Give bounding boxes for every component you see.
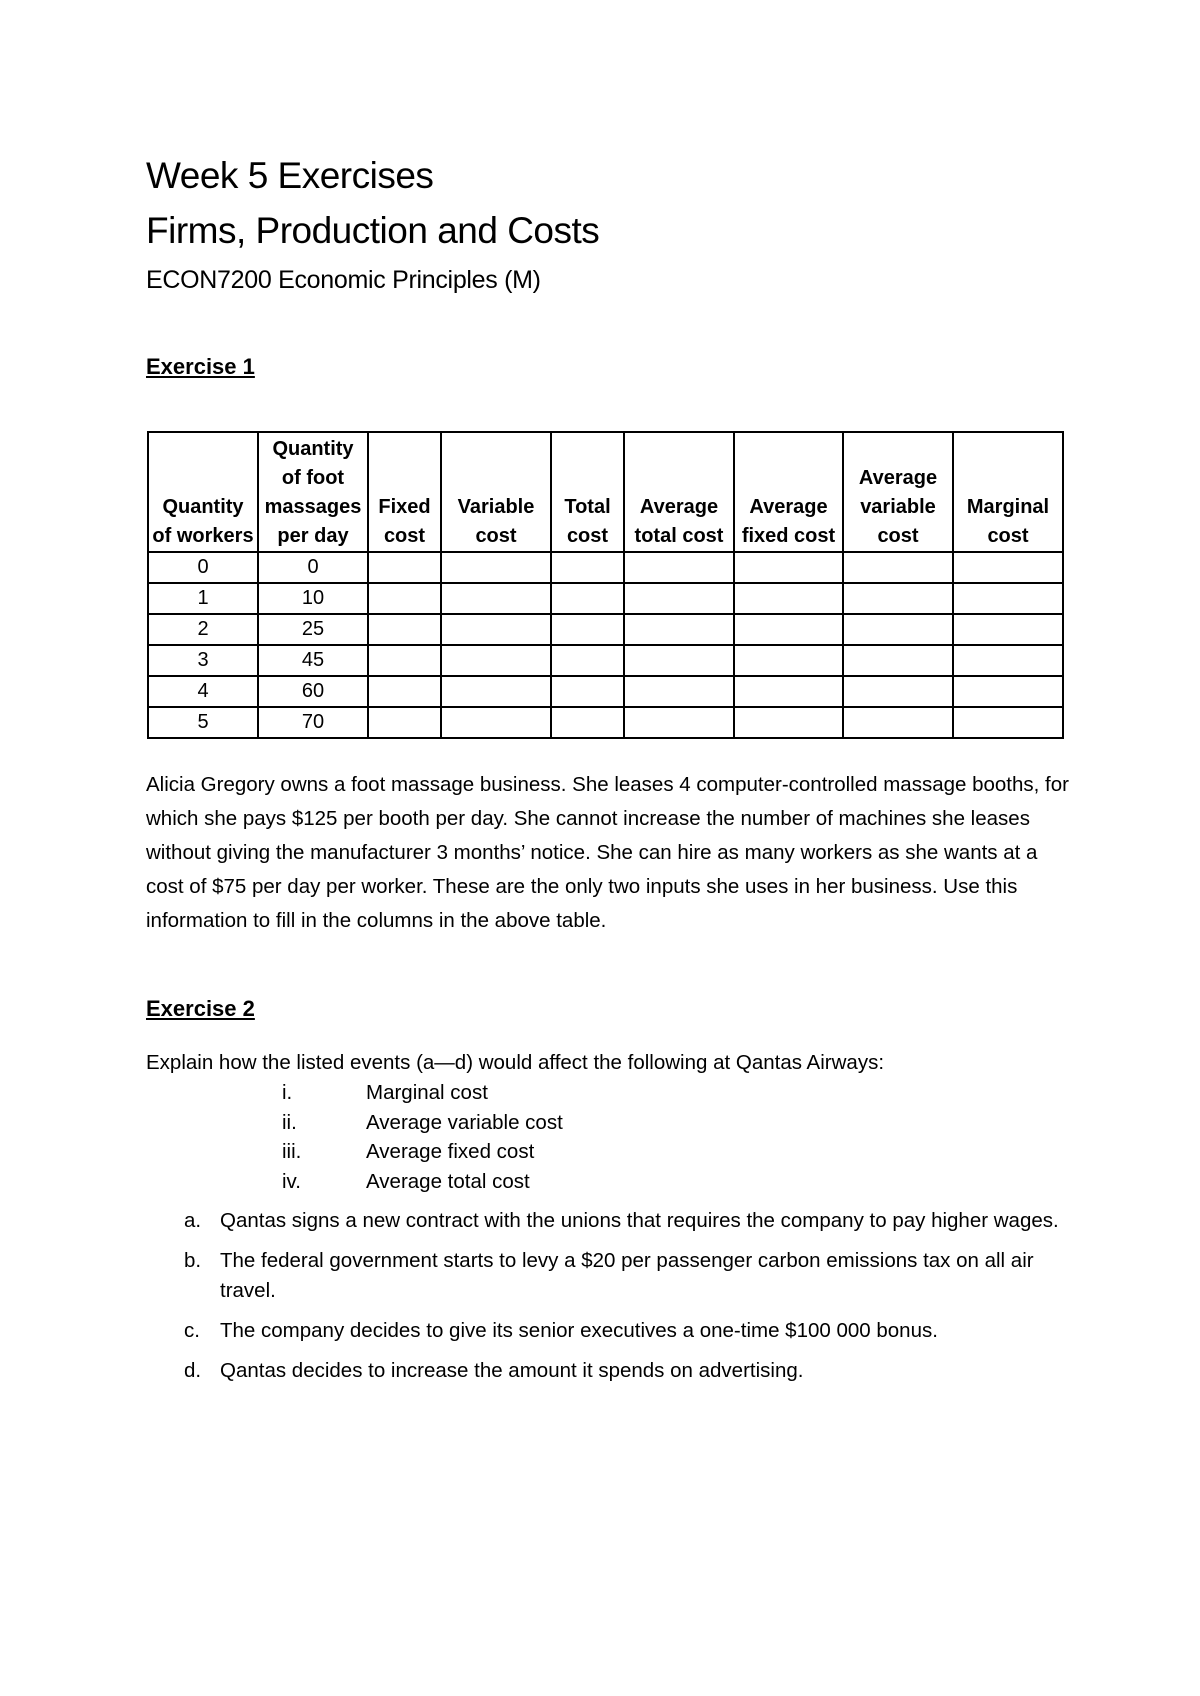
table-cell: 60: [258, 676, 368, 707]
table-cell: [441, 583, 551, 614]
list-item-text: The federal government starts to levy a $20 per passenger carbon emissions tax on all air travel.: [220, 1249, 1034, 1302]
table-cell: [551, 676, 624, 707]
table-cell: [953, 583, 1063, 614]
exercise-1-heading: Exercise 1: [146, 354, 255, 379]
events-list: [146, 1206, 1086, 1396]
table-cell: [368, 583, 441, 614]
table-cell: [624, 676, 734, 707]
list-item-text: The company decides to give its senior executives a one-time $100 000 bonus.: [220, 1319, 938, 1342]
header-total-cost: Total cost: [551, 432, 624, 552]
table-cell: 0: [148, 552, 258, 583]
table-cell: 4: [148, 676, 258, 707]
list-item: [146, 1206, 1086, 1236]
header-average-fixed-cost: Average fixed cost: [734, 432, 843, 552]
table-cell: [734, 645, 843, 676]
exercise-2-intro: Explain how the listed events (a—d) would affect the following at Qantas Airways:: [146, 1051, 885, 1074]
table-cell: [368, 676, 441, 707]
course-name: ECON7200 Economic Principles (M): [146, 266, 541, 294]
list-item-number: iii.: [282, 1140, 302, 1163]
table-cell: [734, 583, 843, 614]
table-cell: [441, 614, 551, 645]
exercise-2-heading: Exercise 2: [146, 996, 255, 1021]
table-cell: [551, 552, 624, 583]
table-cell: 2: [148, 614, 258, 645]
table-cell: 3: [148, 645, 258, 676]
list-item-text: Qantas decides to increase the amount it spends on advertising.: [220, 1359, 804, 1382]
table-cell: [734, 707, 843, 738]
header-variable-cost: Variable cost: [441, 432, 551, 552]
table-cell: [551, 583, 624, 614]
list-item-number: i.: [282, 1081, 293, 1104]
table-cell: [624, 707, 734, 738]
header-quantity-massages: Quantity of foot massages per day: [258, 432, 368, 552]
table-cell: [368, 614, 441, 645]
table-cell: [624, 552, 734, 583]
table-cell: [953, 614, 1063, 645]
list-item-text: Qantas signs a new contract with the unions that requires the company to pay higher wages.: [220, 1209, 1059, 1232]
table-row: [148, 645, 1063, 676]
table-cell: [843, 676, 953, 707]
header-quantity-workers: Quantity of workers: [148, 432, 258, 552]
title-block: [146, 150, 599, 300]
table-cell: [551, 707, 624, 738]
table-cell: [953, 676, 1063, 707]
table-cell: [551, 614, 624, 645]
table-row: [148, 707, 1063, 738]
list-item-text: Marginal cost: [366, 1081, 488, 1104]
table-cell: [953, 552, 1063, 583]
list-item-letter: c.: [184, 1319, 200, 1342]
table-cell: [843, 552, 953, 583]
table-cell: [953, 645, 1063, 676]
table-cell: [624, 614, 734, 645]
header-average-total-cost: Average total cost: [624, 432, 734, 552]
list-item-text: Average variable cost: [366, 1110, 563, 1134]
table-row: [148, 583, 1063, 614]
cost-table: [147, 431, 1064, 739]
table-cell: [368, 552, 441, 583]
table-cell: [551, 645, 624, 676]
table-cell: [441, 552, 551, 583]
table-cell: [843, 614, 953, 645]
table-cell: [734, 676, 843, 707]
list-item: [146, 1316, 1086, 1346]
list-item-letter: b.: [184, 1249, 202, 1272]
table-cell: [441, 676, 551, 707]
table-cell: 0: [258, 552, 368, 583]
list-item: [146, 1246, 1086, 1306]
table-cell: [441, 645, 551, 676]
table-cell: [368, 645, 441, 676]
table-cell: [441, 707, 551, 738]
table-cell: [953, 707, 1063, 738]
table-cell: 1: [148, 583, 258, 614]
page-title: Week 5 Exercises: [146, 155, 434, 196]
list-item-text: Average total cost: [366, 1169, 530, 1193]
table-cell: 25: [258, 614, 368, 645]
list-item: [146, 1356, 1086, 1386]
header-marginal-cost: Marginal cost: [953, 432, 1063, 552]
list-item-number: ii.: [282, 1110, 297, 1134]
exercise-1-paragraph: Alicia Gregory owns a foot massage business. She leases 4 computer-controlled massage booths, for which she pays $125 per booth per day. She cannot increase the number of machines she leases without giving the manufacturer 3 months’ notice. She can hire as many workers as she wants at a cost of $75 per day per worker. These are the only two inputs she uses in her business. Use this information to fill in the columns in the above table.: [146, 773, 1069, 932]
header-fixed-cost: Fixed cost: [368, 432, 441, 552]
table-cell: [843, 645, 953, 676]
table-cell: [624, 583, 734, 614]
table-cell: 45: [258, 645, 368, 676]
table-row: [148, 676, 1063, 707]
table-cell: [843, 707, 953, 738]
table-cell: [734, 552, 843, 583]
table-cell: 5: [148, 707, 258, 738]
table-header-row: [148, 432, 1063, 552]
list-item-letter: d.: [184, 1359, 202, 1382]
list-item-number: iv.: [282, 1169, 301, 1193]
table-cell: [624, 645, 734, 676]
list-item-text: Average fixed cost: [366, 1140, 535, 1163]
page-subtitle: Firms, Production and Costs: [146, 210, 600, 251]
table-cell: [843, 583, 953, 614]
table-cell: [368, 707, 441, 738]
table-cell: 70: [258, 707, 368, 738]
table-cell: [734, 614, 843, 645]
table-cell: 10: [258, 583, 368, 614]
header-average-variable-cost: Average variable cost: [843, 432, 953, 552]
list-item-letter: a.: [184, 1209, 202, 1232]
table-row: [148, 552, 1063, 583]
table-row: [148, 614, 1063, 645]
